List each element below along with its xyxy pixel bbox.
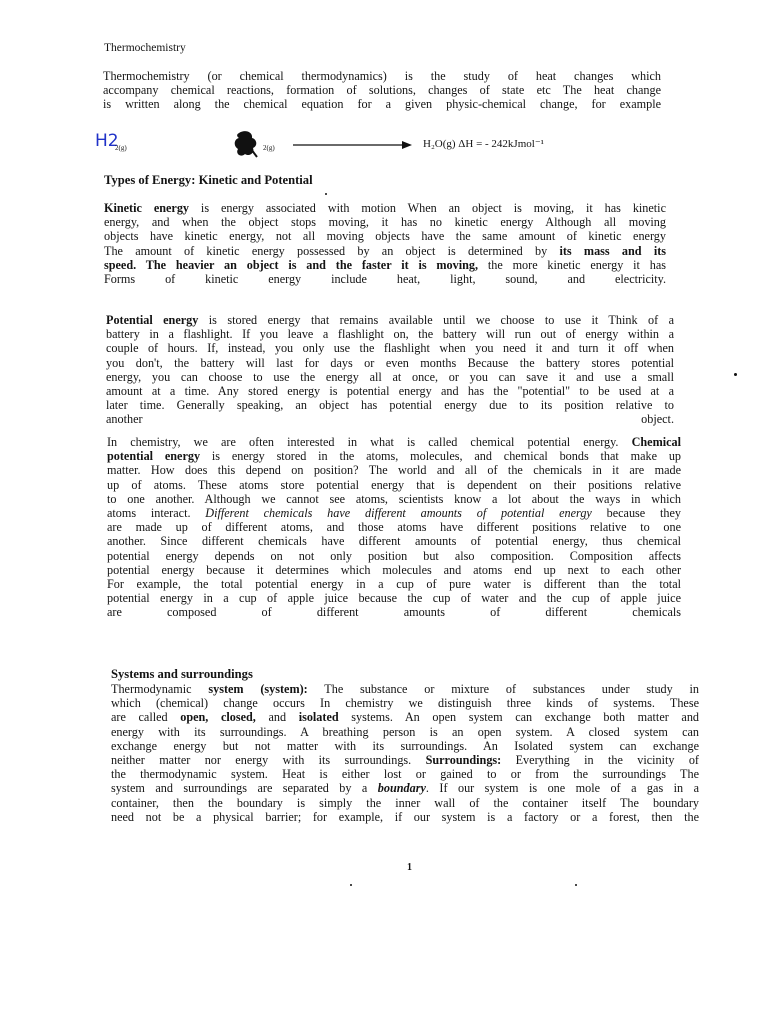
heading-types-of-energy: Types of Energy: Kinetic and Potential	[104, 173, 313, 187]
chemical-line-2b: is energy stored in the atoms, molecules, and chemical bonds that make up	[200, 449, 682, 464]
potential-line-5: energy, you can choose to use the energy all at once, or you can save it and use a small	[106, 369, 674, 384]
intro-paragraph	[103, 69, 661, 112]
scan-speck	[575, 884, 577, 886]
page-title: Thermochemistry	[104, 42, 186, 54]
systems-line-2: which (chemical) change occurs In chemistry we distinguish three kinds of systems. These	[111, 696, 699, 711]
kinetic-energy-paragraph	[104, 201, 666, 286]
kinetic-line-4b: its mass and its	[559, 243, 667, 258]
systems-paragraph	[111, 682, 699, 824]
scan-speck	[325, 193, 327, 195]
systems-line-3e: systems. An open system can exchange both matter and	[338, 710, 700, 725]
systems-line-7: the thermodynamic system. Heat is either lost or gained to or from the surroundings The	[111, 767, 699, 782]
kinetic-line-4a: The amount of kinetic energy possessed by an object is determined by	[104, 243, 560, 258]
chemical-line-5: to one another. Although we cannot see atoms, scientists know a lot about the ways in which	[107, 491, 681, 506]
potential-line-1: is stored energy that remains available until we choose to use it Think of a	[198, 313, 674, 327]
chemical-line-6a: atoms interact.	[107, 506, 206, 521]
chemical-line-6c: because they	[591, 506, 681, 521]
systems-line-8c: . If our system is one mole of a gas in a	[425, 781, 699, 796]
intro-line-1: Thermochemistry (or chemical thermodynamics) is the study of heat changes which	[103, 69, 661, 83]
page-number: 1	[407, 862, 412, 873]
systems-line-3a: are called	[111, 710, 181, 725]
heading-systems: Systems and surroundings	[111, 667, 253, 681]
scan-speck	[734, 373, 737, 376]
handwritten-annotation: H2	[95, 131, 119, 151]
systems-line-1b: system (system):	[208, 682, 308, 696]
potential-line-4: you don't, the battery will last for days or even months Because the battery stores potential	[106, 355, 674, 370]
kinetic-line-1: is energy associated with motion When an object is moving, it has kinetic	[189, 201, 666, 215]
chemical-potential-paragraph	[107, 435, 681, 620]
chemical-line-12: potential energy in a cup of apple juice because the cup of water and the cup of apple juice	[107, 591, 681, 606]
chemical-line-1a: In chemistry, we are often interested in what is called chemical potential energy.	[107, 435, 632, 449]
chemical-line-7: are made up of different atoms, and those atoms have different positions relative to one	[107, 520, 681, 535]
kinetic-line-6: Forms of kinetic energy include heat, light, sound, and electricity.	[104, 272, 666, 287]
potential-line-7: later time. Generally speaking, an object has potential energy due to its position relative to	[106, 398, 674, 413]
chemical-line-8: another. Since different chemicals have different amounts of potential energy, thus chemical	[107, 534, 681, 549]
kinetic-line-2: energy, and when the object stops moving, it has no kinetic energy Although all moving	[104, 215, 666, 230]
chemical-line-1b: Chemical	[631, 435, 681, 449]
kinetic-line-5a: speed. The heavier an object is and the faster it is moving,	[104, 257, 479, 272]
potential-line-8: another object.	[106, 412, 674, 427]
systems-line-3d: isolated	[298, 710, 339, 725]
potential-energy-paragraph	[106, 313, 674, 427]
kinetic-term: Kinetic energy	[104, 201, 190, 215]
systems-line-6a: neither matter nor energy with its surroundings.	[111, 753, 426, 768]
chemical-line-4: up of atoms. These atoms store potential energy that is dependent on their positions relative	[107, 477, 681, 492]
kinetic-line-3: objects have kinetic energy, not all moving objects have the same amount of kinetic energy	[104, 229, 666, 244]
systems-line-6c: Everything in the vicinity of	[501, 753, 699, 768]
systems-line-9: container, then the boundary is simply the inner wall of the container itself The boundary	[111, 795, 699, 810]
systems-line-3b: open, closed,	[180, 710, 256, 725]
systems-line-1c: The substance or mixture of substances under study in	[307, 682, 700, 696]
chemical-line-2a: potential energy	[107, 449, 201, 464]
reactant-1-state: 2(g)	[115, 144, 127, 152]
ink-blot-icon	[231, 129, 261, 164]
systems-line-8a: system and surroundings are separated by a	[111, 781, 378, 796]
chemical-line-3: matter. How does this depend on position? The world and all of the chemicals in it are made	[107, 463, 681, 478]
intro-line-3: is written along the chemical equation for a given physic-chemical change, for example	[103, 97, 661, 112]
systems-line-4: energy with its surroundings. A breathing person is an open system. A closed system can	[111, 724, 699, 739]
kinetic-line-5b: the more kinetic energy it has	[478, 257, 666, 272]
reactant-2-state: 2(g)	[263, 144, 275, 152]
scan-speck	[350, 884, 352, 886]
intro-line-2: accompany chemical reactions, formation of solutions, changes of state etc The heat change	[103, 83, 661, 98]
equation-product: H₂O(g) ΔH = - 242kJmol⁻¹	[423, 138, 544, 150]
potential-line-3: couple of hours. If, instead, you only use the flashlight when you need it and turn it off when	[106, 341, 674, 356]
systems-line-8b: boundary	[377, 781, 426, 796]
chemical-line-6b: Different chemicals have different amounts of potential energy	[205, 506, 592, 521]
systems-line-10: need not be a physical barrier; for example, if our system is a factory or a forest, then the	[111, 809, 699, 824]
potential-term: Potential energy	[106, 313, 199, 327]
reaction-arrow-icon	[293, 137, 413, 155]
chemical-line-11: For example, the total potential energy in a cup of pure water is different than the total	[107, 577, 681, 592]
systems-line-3c: and	[255, 710, 299, 725]
chemical-line-13: are composed of different amounts of different chemicals	[107, 605, 681, 620]
chemical-line-9: potential energy depends on not only position but also composition. Composition affects	[107, 548, 681, 563]
chemical-line-10: potential energy because it determines which molecules and atoms end up next to each other	[107, 562, 681, 577]
systems-line-5: exchange energy but not matter with its surroundings. An Isolated system can exchange	[111, 738, 699, 753]
potential-line-2: battery in a flashlight. If you leave a flashlight on, the battery will run out of energy within a	[106, 327, 674, 342]
potential-line-6: amount at a time. Any stored energy is potential energy and has the "potential" to be used at a	[106, 384, 674, 399]
chemical-equation	[95, 133, 655, 157]
systems-line-6b: Surroundings:	[425, 753, 502, 768]
systems-line-1a: Thermodynamic	[111, 682, 209, 696]
